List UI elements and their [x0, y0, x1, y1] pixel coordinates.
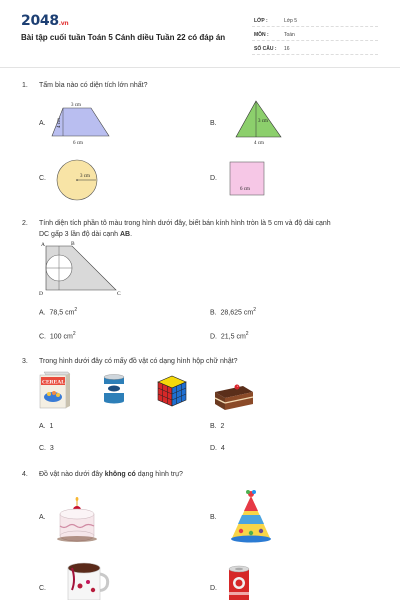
q2-text-bold: AB: [119, 231, 131, 238]
question-2-text-line1: Tính diện tích phần tô màu trong hình dưới đây, biết bán kính hình tròn là 5 cm và độ dài cạnh: [39, 220, 331, 227]
logo-main-text: 2048: [21, 13, 59, 29]
q3-option-d[interactable]: [210, 445, 225, 452]
meta-value: 16: [284, 46, 290, 52]
q1-option-a-label[interactable]: A.: [39, 120, 46, 127]
q4-option-c-label[interactable]: C.: [39, 585, 46, 592]
tin-can-image: [102, 374, 126, 404]
meta-row-subject: [252, 28, 378, 41]
logo-suffix-text: .vn: [58, 20, 69, 27]
point-a-label: A: [41, 242, 45, 248]
square-side-label: 6 cm: [240, 187, 250, 192]
point-b-label: B: [71, 241, 75, 247]
question-3-text: Trong hình dưới đây có mấy đồ vật có dạng hình hộp chữ nhật?: [39, 358, 238, 365]
meta-key: MÔN :: [254, 32, 269, 38]
option-value: 28,625 cm: [220, 309, 254, 317]
option-exponent: 2: [74, 307, 78, 313]
q4-text-part: dạng hình trụ?: [135, 471, 183, 478]
q1-option-d-label[interactable]: D.: [210, 175, 217, 182]
q1-trapezoid-figure[interactable]: [45, 98, 117, 148]
q4-option-b-label[interactable]: B.: [210, 514, 217, 521]
option-value: 4: [220, 445, 225, 452]
trapezoid-side-label: 4 cm: [57, 118, 62, 128]
option-value: 2: [220, 423, 225, 430]
option-exponent: 2: [72, 331, 76, 337]
rubiks-cube-image: [154, 372, 190, 408]
option-value: 3: [49, 445, 54, 452]
option-label: A.: [39, 423, 46, 430]
question-1-text: Tấm bìa nào có diện tích lớn nhất?: [39, 82, 148, 89]
meta-key: LỚP :: [254, 18, 268, 24]
option-label: D.: [210, 445, 217, 452]
question-2-text-line2: [39, 231, 132, 238]
mug-image[interactable]: [60, 560, 112, 600]
triangle-base-label: 4 cm: [254, 141, 264, 146]
q1-circle-figure[interactable]: [54, 157, 100, 203]
option-exponent: 2: [245, 331, 249, 337]
option-value: 1: [49, 423, 54, 430]
q4-text-bold: không có: [104, 471, 136, 478]
option-label: B.: [210, 423, 217, 430]
birthday-cake-image[interactable]: [54, 496, 100, 542]
question-4-text: [39, 471, 183, 478]
q1-square-figure[interactable]: [228, 160, 268, 198]
option-label: B.: [210, 309, 217, 317]
meta-key: SỐ CÂU :: [254, 46, 277, 52]
option-value: 21,5 cm: [220, 333, 246, 341]
q4-option-d-label[interactable]: D.: [210, 585, 217, 592]
cake-slice-image: [213, 380, 255, 412]
q2-option-b[interactable]: [210, 307, 256, 316]
meta-row-class: [252, 14, 378, 27]
cereal-box-image: [38, 370, 72, 410]
option-label: C.: [39, 333, 46, 341]
q3-option-a[interactable]: [39, 423, 53, 430]
option-label: D.: [210, 333, 217, 341]
q2-text-part: .: [130, 231, 133, 238]
q2-option-d[interactable]: [210, 331, 249, 340]
circle-radius-label: 3 cm: [80, 174, 90, 179]
triangle-height-label: 3 cm: [258, 119, 268, 124]
page-header: [0, 0, 400, 68]
q1-option-c-label[interactable]: C.: [39, 175, 46, 182]
trapezoid-top-label: 3 cm: [71, 103, 81, 108]
q3-option-b[interactable]: [210, 423, 224, 430]
q1-option-b-label[interactable]: B.: [210, 120, 217, 127]
meta-value: Toán: [284, 32, 295, 38]
q4-text-part: Đồ vật nào dưới đây: [39, 471, 105, 478]
cereal-box-text: CEREAL: [42, 379, 65, 386]
question-1-number: 1.: [22, 82, 28, 89]
q2-option-a[interactable]: [39, 307, 77, 316]
q2-geometry-figure: [38, 240, 124, 298]
option-value: 78,5 cm: [49, 309, 75, 317]
circle-center-dot: [76, 179, 78, 181]
q3-option-c[interactable]: [39, 445, 54, 452]
option-exponent: 2: [253, 307, 256, 313]
point-d-label: D: [39, 291, 43, 297]
q2-text-part: DC gấp 3 lần độ dài cạnh: [39, 231, 120, 238]
point-c-label: C: [117, 291, 121, 297]
question-4-number: 4.: [22, 471, 28, 478]
option-label: A.: [39, 309, 46, 317]
q2-option-c[interactable]: [39, 331, 76, 340]
site-logo[interactable]: [21, 13, 68, 29]
trapezoid-bottom-label: 6 cm: [73, 141, 83, 146]
q1-triangle-figure[interactable]: [232, 97, 292, 149]
q4-option-a-label[interactable]: A.: [39, 514, 46, 521]
meta-value: Lớp 5: [284, 18, 298, 24]
question-2-number: 2.: [22, 220, 28, 227]
soda-can-image[interactable]: [226, 565, 252, 600]
page-title: Bài tập cuối tuần Toán 5 Cánh diều Tuần 22 có đáp án: [21, 33, 226, 42]
question-3-number: 3.: [22, 358, 28, 365]
option-label: C.: [39, 445, 46, 452]
meta-row-count: [252, 42, 378, 55]
party-hat-image[interactable]: [228, 488, 274, 546]
option-value: 100 cm: [49, 333, 73, 341]
